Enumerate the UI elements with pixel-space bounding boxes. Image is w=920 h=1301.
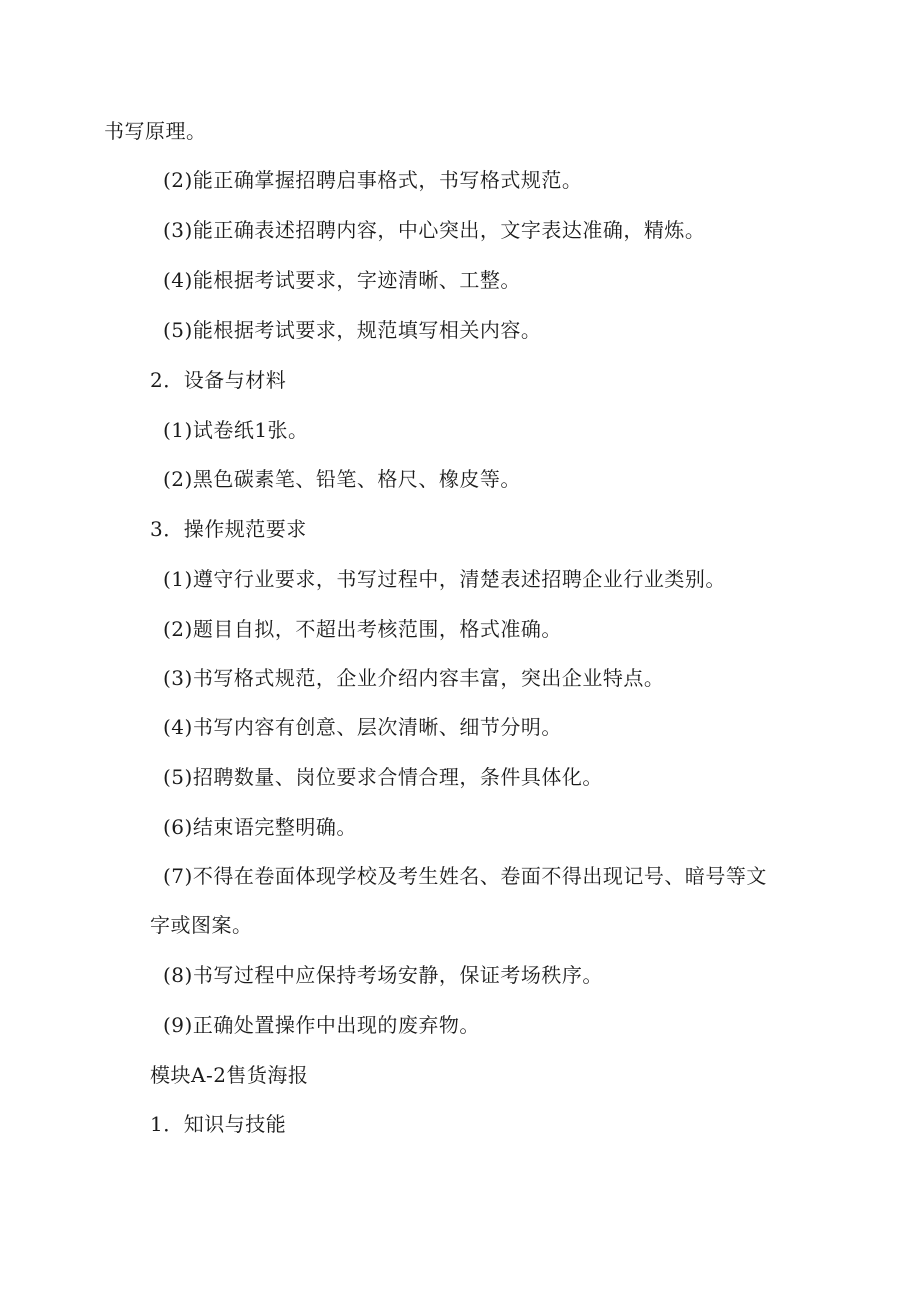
text-line-2: (2)能正确掌握招聘启事格式，书写格式规范。: [163, 168, 583, 192]
text-line-14: (5)招聘数量、岗位要求合情合理，条件具体化。: [163, 765, 603, 789]
section-heading-equipment: 2．设备与材料: [150, 368, 287, 392]
text-line-1: 书写原理。: [104, 119, 207, 143]
text-line-11: (2)题目自拟，不超出考核范围，格式准确。: [163, 617, 562, 641]
text-line-15: (6)结束语完整明确。: [163, 815, 357, 839]
text-line-7: (1)试卷纸1张。: [163, 418, 309, 442]
section-heading-operation: 3．操作规范要求: [150, 517, 307, 541]
module-heading: 模块A-2售货海报: [150, 1063, 309, 1087]
text-line-8: (2)黑色碳素笔、铅笔、格尺、橡皮等。: [163, 467, 521, 491]
text-line-3: (3)能正确表述招聘内容，中心突出，文字表达准确，精炼。: [163, 218, 706, 242]
text-line-13: (4)书写内容有创意、层次清晰、细节分明。: [163, 715, 562, 739]
text-line-19: (9)正确处置操作中出现的废弃物。: [163, 1013, 480, 1037]
text-line-4: (4)能根据考试要求，字迹清晰、工整。: [163, 268, 521, 292]
text-line-10: (1)遵守行业要求，书写过程中，清楚表述招聘企业行业类别。: [163, 567, 726, 591]
text-line-18: (8)书写过程中应保持考场安静，保证考场秩序。: [163, 963, 603, 987]
text-line-16: (7)不得在卷面体现学校及考生姓名、卷面不得出现记号、暗号等文: [163, 864, 767, 888]
text-line-12: (3)书写格式规范，企业介绍内容丰富，突出企业特点。: [163, 666, 665, 690]
text-line-5: (5)能根据考试要求，规范填写相关内容。: [163, 318, 542, 342]
text-line-17: 字或图案。: [150, 913, 253, 937]
section-heading-knowledge: 1．知识与技能: [150, 1112, 287, 1136]
